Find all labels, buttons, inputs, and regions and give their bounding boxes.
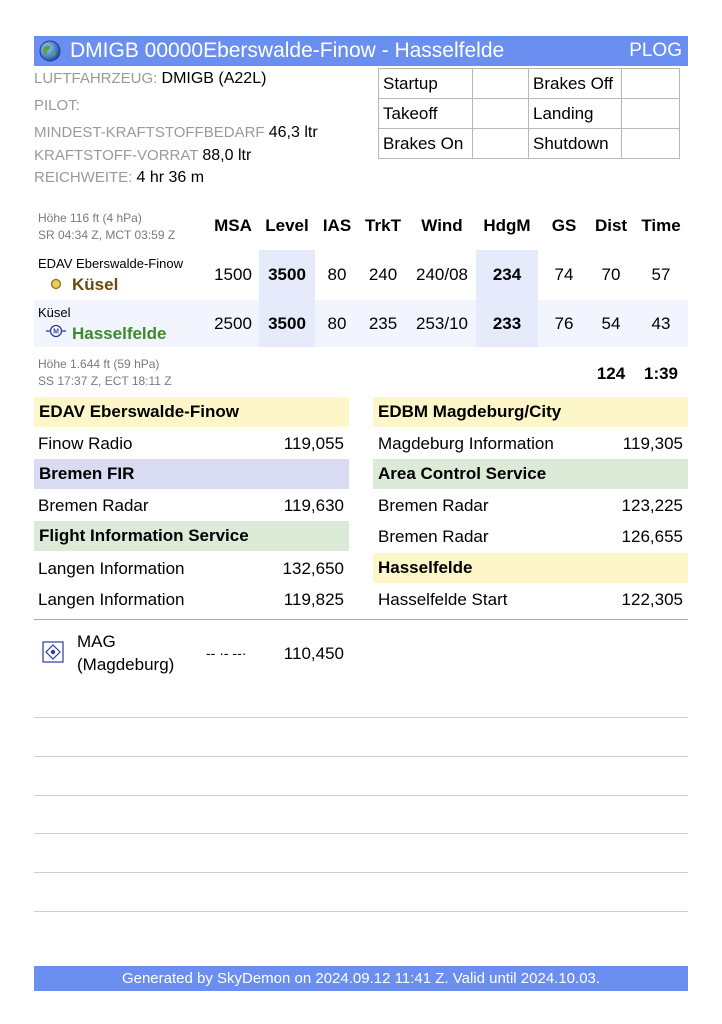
col-gs: GS	[551, 216, 577, 235]
airfield-icon	[45, 323, 67, 339]
leg2-msa: 2500	[214, 314, 252, 333]
col-dist: Dist	[594, 216, 628, 235]
navaid-name: (Magdeburg)	[77, 655, 175, 674]
freq-value: 122,305	[621, 590, 683, 609]
title-bar	[34, 36, 688, 66]
freq-value: 119,055	[283, 434, 344, 453]
freq-value: 132,650	[282, 559, 344, 578]
pilot-label: PILOT:	[34, 97, 80, 114]
leg1-dist: 70	[601, 265, 621, 284]
leg2-wind: 253/10	[416, 314, 468, 333]
checklist-brakes-on: Brakes On	[379, 129, 473, 159]
checklist-box[interactable]	[622, 99, 680, 129]
globe-icon	[39, 40, 61, 62]
col-level: Level	[265, 216, 309, 235]
pilot-line	[34, 97, 80, 114]
min-fuel-line	[34, 124, 318, 142]
freq-value: 119,305	[622, 434, 683, 453]
freq-station-name: Bremen Radar	[378, 527, 489, 546]
leg1-level: 3500	[268, 265, 306, 284]
freq-station-name: Langen Information	[38, 590, 185, 609]
freq-station-name: Hasselfelde Start	[378, 590, 508, 609]
freq-station-name: Finow Radio	[38, 434, 133, 453]
leg2-to: Hasselfelde	[72, 324, 167, 343]
checklist-brakes-off: Brakes Off	[529, 69, 622, 99]
leg1-ias: 80	[327, 265, 347, 284]
plan-title: DMIGB 00000Eberswalde-Finow - Hasselfelde	[70, 39, 505, 62]
vor-dme-icon	[41, 640, 65, 664]
freq-value: 119,825	[283, 590, 344, 609]
note-line	[34, 717, 688, 718]
fuel-value: 88,0 ltr	[202, 147, 252, 164]
range-label: REICHWEITE:	[34, 169, 133, 186]
departure-elevation: Höhe 116 ft (4 hPa)	[38, 211, 142, 225]
range-line	[34, 169, 204, 187]
departure-sun: SR 04:34 Z, MCT 03:59 Z	[38, 228, 176, 242]
checklist-landing: Landing	[529, 99, 622, 129]
leg1-to: Küsel	[72, 275, 119, 294]
fuel-label: KRAFTSTOFF-VORRAT	[34, 147, 199, 164]
leg2-from: Küsel	[38, 305, 71, 320]
checklist-box[interactable]	[473, 99, 529, 129]
aircraft-line	[34, 70, 266, 88]
note-line	[34, 911, 688, 912]
leg2-time: 43	[651, 314, 671, 333]
col-msa: MSA	[214, 216, 252, 235]
leg2-gs: 76	[554, 314, 574, 333]
col-trkt: TrkT	[365, 216, 401, 235]
aircraft-label: LUFTFAHRZEUG:	[34, 70, 158, 87]
freq-value: 119,630	[283, 496, 344, 515]
fuel-line	[34, 147, 251, 165]
min-fuel-label: MINDEST-KRAFTSTOFFBEDARF	[34, 124, 265, 141]
total-distance: 124	[596, 364, 626, 383]
checklist-startup: Startup	[379, 69, 473, 99]
freq-value: 123,225	[621, 496, 683, 515]
svg-text:M: M	[53, 328, 59, 336]
note-line	[34, 795, 688, 796]
freq-section-header: EDAV Eberswalde-Finow	[34, 397, 349, 427]
freq-station-name: Magdeburg Information	[378, 434, 554, 453]
divider	[34, 619, 688, 620]
freq-section-header: Flight Information Service	[34, 521, 349, 551]
leg2-hdgm: 233	[492, 314, 522, 333]
col-ias: IAS	[322, 216, 352, 235]
footer: Generated by SkyDemon on 2024.09.12 11:41 Z. Valid until 2024.10.03.	[34, 966, 688, 991]
freq-section-header: Hasselfelde	[373, 553, 688, 583]
freq-station-name: Langen Information	[38, 559, 185, 578]
freq-section-header: Bremen FIR	[34, 459, 349, 489]
arrival-elevation: Höhe 1.644 ft (59 hPa)	[38, 357, 160, 371]
col-hdgm: HdgM	[483, 216, 531, 235]
navaid-frequency: 110,450	[283, 644, 344, 663]
note-line	[34, 833, 688, 834]
leg2-ias: 80	[327, 314, 347, 333]
checklist-shutdown: Shutdown	[529, 129, 622, 159]
freq-value: 126,655	[621, 527, 683, 546]
leg1-gs: 74	[554, 265, 574, 284]
min-fuel-value: 46,3 ltr	[268, 124, 318, 141]
aircraft-value: DMIGB (A22L)	[161, 70, 267, 87]
total-time: 1:39	[643, 364, 679, 383]
leg1-trkt: 240	[368, 265, 398, 284]
plog-label: PLOG	[629, 40, 682, 61]
leg1-from: EDAV Eberswalde-Finow	[38, 256, 183, 271]
leg1-hdgm: 234	[492, 265, 522, 284]
leg1-time: 57	[651, 265, 671, 284]
checklist-box[interactable]	[622, 69, 680, 99]
leg2-dist: 54	[601, 314, 621, 333]
leg1-wind: 240/08	[416, 265, 468, 284]
checklist-box[interactable]	[622, 129, 680, 159]
leg2-level: 3500	[268, 314, 306, 333]
freq-station-name: Bremen Radar	[38, 496, 149, 515]
freq-section-header: Area Control Service	[373, 459, 688, 489]
waypoint-icon	[50, 278, 62, 290]
note-line	[34, 756, 688, 757]
range-value: 4 hr 36 m	[136, 169, 205, 186]
note-line	[34, 872, 688, 873]
navaid-morse: -- ·- --·	[206, 645, 247, 661]
arrival-sun: SS 17:37 Z, ECT 18:11 Z	[38, 374, 172, 388]
navaid-ident: MAG	[77, 632, 116, 651]
freq-section-header: EDBM Magdeburg/City	[373, 397, 688, 427]
leg2-trkt: 235	[368, 314, 398, 333]
checklist-takeoff: Takeoff	[379, 99, 473, 129]
checklist-box[interactable]	[473, 69, 529, 99]
freq-station-name: Bremen Radar	[378, 496, 489, 515]
checklist-table	[378, 68, 680, 159]
col-wind: Wind	[421, 216, 463, 235]
leg1-msa: 1500	[214, 265, 252, 284]
col-time: Time	[641, 216, 681, 235]
checklist-box[interactable]	[473, 129, 529, 159]
